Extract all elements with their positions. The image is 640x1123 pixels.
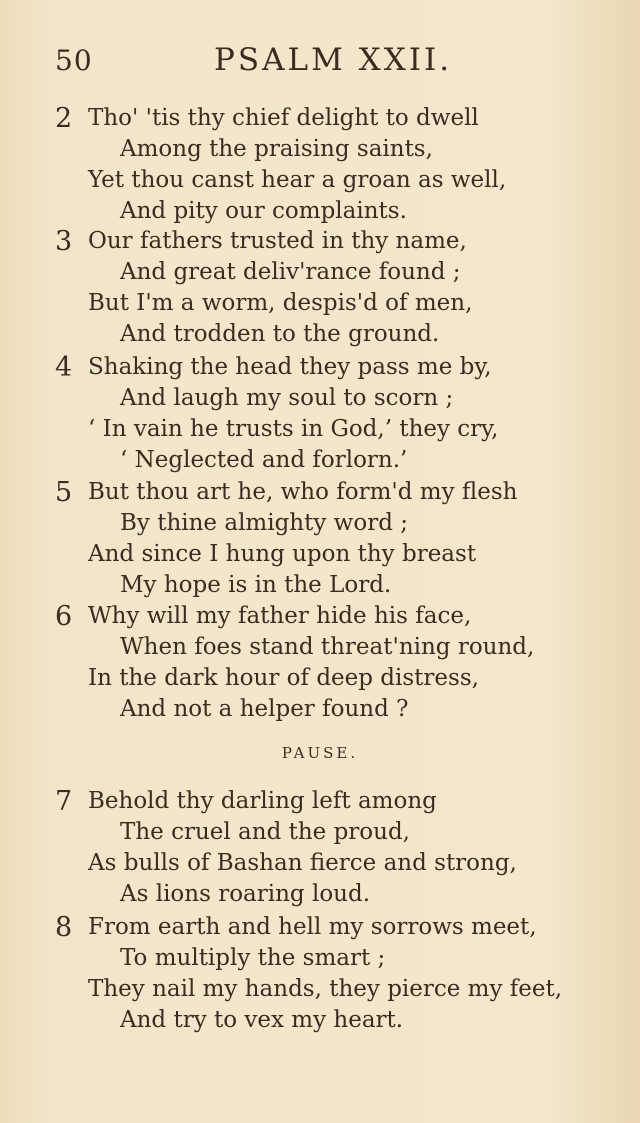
verse-number: 6 — [55, 601, 73, 632]
verse-line: My hope is in the Lord. — [120, 572, 392, 598]
verse-line: Behold thy darling left among — [88, 788, 437, 814]
verse-line: Yet thou canst hear a groan as well, — [88, 167, 507, 193]
verse-line: When foes stand threat'ning round, — [120, 634, 535, 660]
verse-line: In the dark hour of deep distress, — [88, 665, 479, 691]
page-header — [0, 38, 640, 78]
verse-number: 3 — [55, 226, 73, 257]
verse-line: But thou art he, who form'd my flesh — [88, 479, 518, 505]
verse-line: Among the praising saints, — [120, 136, 433, 162]
verse-line: And great deliv'rance found ; — [120, 259, 461, 285]
verse-number: 5 — [55, 477, 73, 508]
verse-line: ‘ In vain he trusts in God,’ they cry, — [88, 416, 499, 442]
verse-number: 2 — [55, 103, 73, 134]
verse-line: And laugh my soul to scorn ; — [120, 385, 454, 411]
running-title: PSALM XXII. — [214, 42, 453, 78]
verse-line: As lions roaring loud. — [120, 881, 371, 907]
verse-line: Shaking the head they pass me by, — [88, 354, 492, 380]
verse-line: Why will my father hide his face, — [88, 603, 472, 629]
pause-heading: PAUSE. — [281, 744, 359, 762]
verse-line: As bulls of Bashan fierce and strong, — [88, 850, 517, 876]
verse-line: Tho' 'tis thy chief delight to dwell — [88, 105, 479, 131]
verse-line: By thine almighty word ; — [120, 510, 408, 536]
verse-line: And trodden to the ground. — [120, 321, 440, 347]
verse-line: To multiply the smart ; — [120, 945, 386, 971]
verse-line: And since I hung upon thy breast — [88, 541, 477, 567]
verse-line: From earth and hell my sorrows meet, — [88, 914, 537, 940]
verse-line: And try to vex my heart. — [120, 1007, 404, 1033]
verse-number: 4 — [55, 352, 73, 383]
verse-line: Our fathers trusted in thy name, — [88, 228, 467, 254]
verse-number: 8 — [55, 912, 73, 943]
verse-line: And not a helper found ? — [120, 696, 409, 722]
verse-number: 7 — [55, 786, 73, 817]
verse-line: ‘ Neglected and forlorn.’ — [120, 447, 408, 473]
page-number: 50 — [55, 44, 93, 77]
verse-line: The cruel and the proud, — [120, 819, 410, 845]
verse-line: And pity our complaints. — [120, 198, 407, 224]
verse-line: But I'm a worm, despis'd of men, — [88, 290, 473, 316]
verse-line: They nail my hands, they pierce my feet, — [88, 976, 563, 1002]
